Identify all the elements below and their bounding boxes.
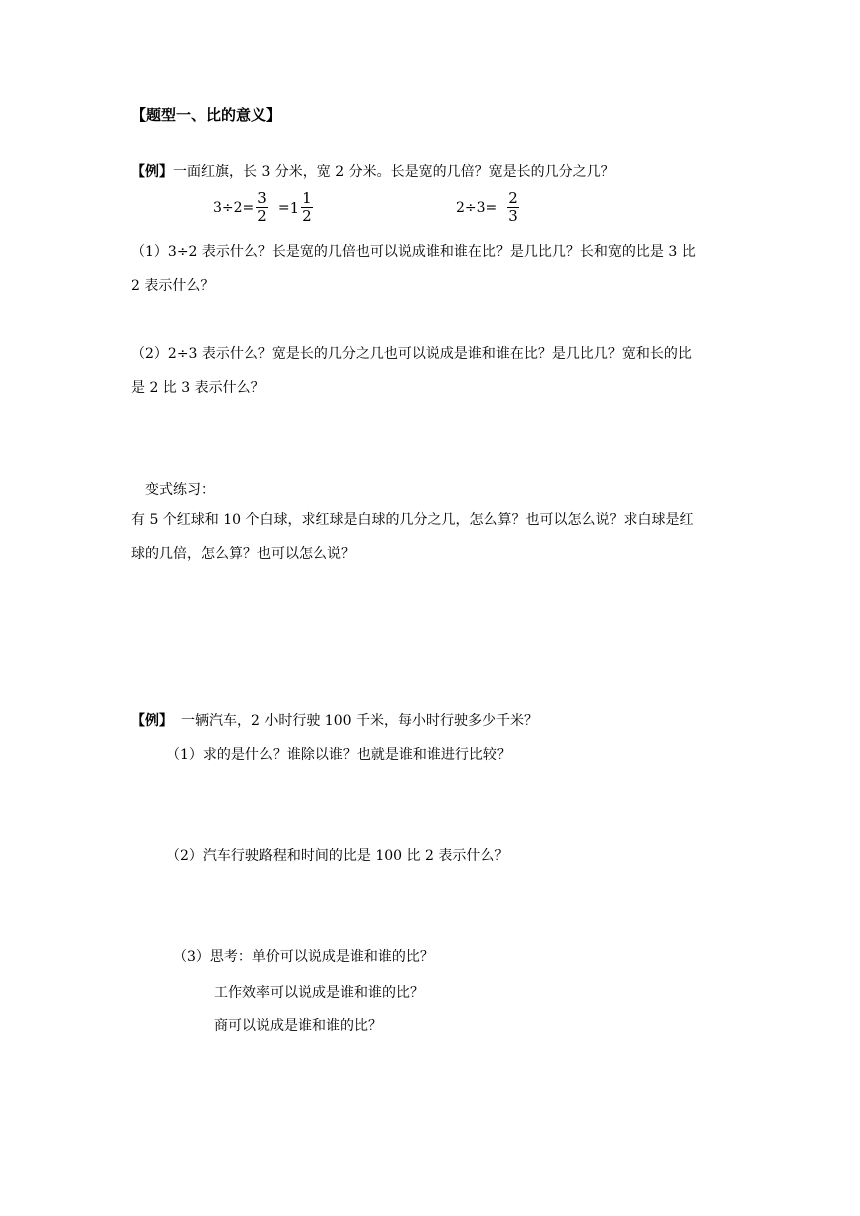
equation-lhs: 2÷3= xyxy=(456,199,498,216)
question-2-line-1: （2）2÷3 表示什么？宽是长的几分之几也可以说成是谁和谁在比？是几比几？宽和长的比 xyxy=(131,346,692,362)
example-2 xyxy=(131,711,538,731)
fraction-numerator: 3 xyxy=(257,189,267,207)
fraction-numerator: 1 xyxy=(302,189,312,207)
question-2-line-2: 是 2 比 3 表示什么？ xyxy=(131,380,265,396)
fraction-denominator: 2 xyxy=(302,207,312,225)
fraction-numerator: 2 xyxy=(508,189,518,207)
question-1-line-1: （1）3÷2 表示什么？长是宽的几倍也可以说成谁和谁在比？是几比几？长和宽的比是 3 比 xyxy=(131,244,696,260)
variant-line-1: 有 5 个红球和 10 个白球，求红球是白球的几分之几，怎么算？也可以怎么说？求白球是红 xyxy=(131,512,694,528)
section-title: 【题型一、比的意义】 xyxy=(131,106,282,124)
example-2-question-2: （2）汽车行驶路程和时间的比是 100 比 2 表示什么？ xyxy=(166,848,509,864)
fraction-denominator: 2 xyxy=(257,207,267,225)
mixed-number-fraction xyxy=(301,190,313,225)
mixed-number-whole: 1 xyxy=(289,198,300,217)
example-tag: 【例】 xyxy=(131,713,173,729)
question-1-line-2: 2 表示什么？ xyxy=(131,278,215,294)
example-problem: 一辆汽车，2 小时行驶 100 千米，每小时行驶多少千米？ xyxy=(181,713,538,729)
example-2-question-3-line-2: 工作效率可以说成是谁和谁的比？ xyxy=(214,985,424,1001)
variant-heading: 变式练习： xyxy=(145,482,215,498)
fraction xyxy=(256,190,268,225)
fraction xyxy=(507,190,519,225)
equation-right xyxy=(456,190,521,225)
equals-sign: = xyxy=(277,199,290,216)
example-2-question-3-line-3: 商可以说成是谁和谁的比？ xyxy=(214,1018,382,1034)
equation-left xyxy=(213,190,315,225)
example-2-question-3: （3）思考：单价可以说成是谁和谁的比？ xyxy=(173,949,434,965)
fraction-denominator: 3 xyxy=(508,207,518,225)
equation-lhs: 3÷2= xyxy=(213,199,255,216)
example-problem: 一面红旗，长 3 分米，宽 2 分米。长是宽的几倍？宽是长的几分之几？ xyxy=(173,164,615,180)
example-tag: 【例】 xyxy=(131,164,173,180)
variant-line-2: 球的几倍，怎么算？也可以怎么说？ xyxy=(131,546,355,562)
example-1 xyxy=(131,162,615,182)
example-2-question-1: （1）求的是什么？谁除以谁？也就是谁和谁进行比较？ xyxy=(166,747,511,763)
